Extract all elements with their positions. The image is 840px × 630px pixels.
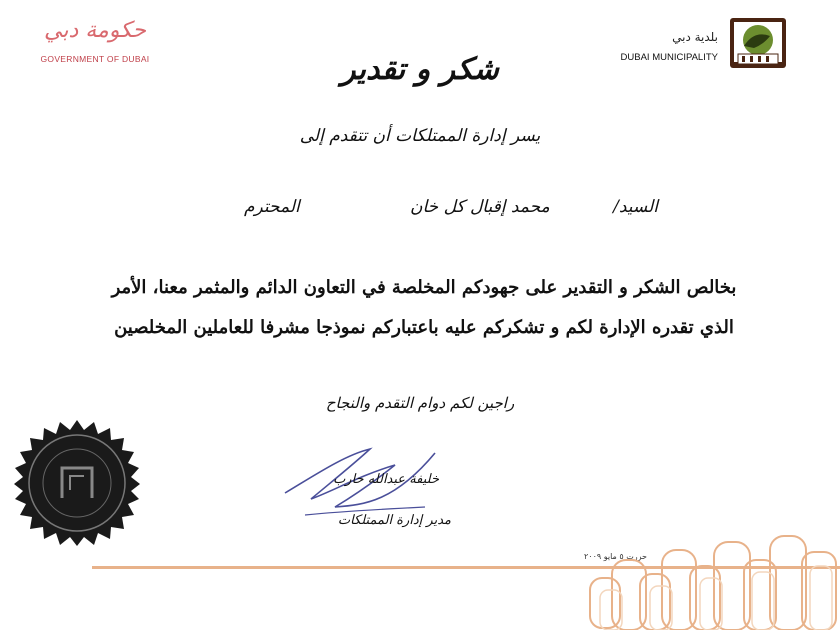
signer-title: مدير إدارة الممتلكات (337, 513, 451, 528)
certificate-body: بخالص الشكر و التقدير على جهودكم المخلصة في التعاون الدائم والمثمر معنا، الأمر الذي تقدره الإدارة لكم و تشكركم عليه باعتباركم نموذجا مشرفا للعاملين المخلصين (111, 277, 737, 338)
signer-name: خليفة عبدالله حارب (333, 472, 439, 487)
gold-seal-icon (12, 418, 142, 548)
issue-date: حررت ٥ مايو ٢٠٠٩ (584, 552, 647, 561)
certificate-title: شكر و تقدير (341, 52, 499, 87)
gov-logo-arabic-text: حكومة دبي (44, 18, 146, 43)
certificate-closing: راجين لكم دوام التقدم والنجاح (325, 394, 515, 412)
gov-logo-english-text: GOVERNMENT OF DUBAI (40, 54, 150, 64)
footer-decorative-pattern-icon (580, 530, 840, 630)
salutation-label: السيد/ (613, 197, 658, 217)
dm-logo-arabic-text: بلدية دبي (672, 30, 718, 44)
signature-block (275, 445, 455, 535)
honorific: المحترم (244, 197, 300, 217)
recipient-name: محمد إقبال كل خان (410, 197, 550, 217)
certificate-intro: يسر إدارة الممتلكات أن تتقدم إلى (299, 126, 541, 146)
dm-logo-english-text: DUBAI MUNICIPALITY (620, 52, 718, 63)
